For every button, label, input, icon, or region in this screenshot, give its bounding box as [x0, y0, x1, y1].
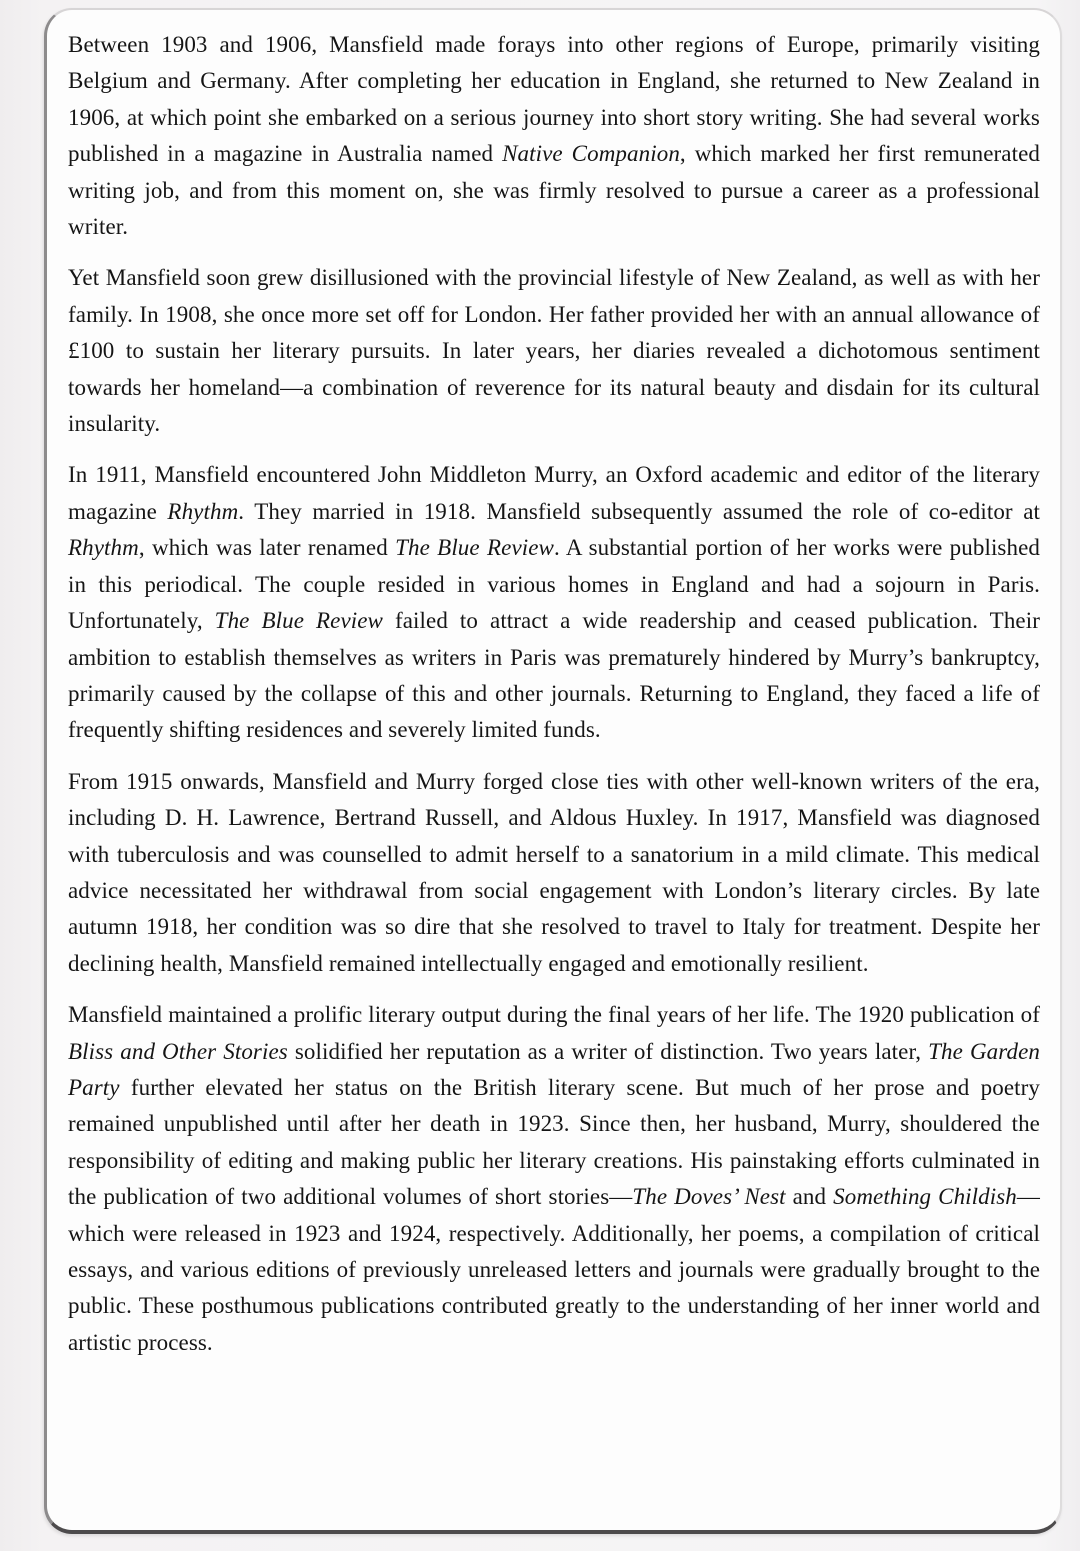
italic-text-run: The Garden Party: [68, 1038, 1040, 1100]
paragraph: [68, 260, 1040, 442]
italic-text-run: The Blue Review: [214, 608, 383, 634]
italic-text-run: Native Companion: [502, 141, 680, 167]
paragraph: [68, 457, 1040, 748]
document-page: [44, 8, 1062, 1534]
text-run: —which were released in 1923 and 1924, respectively. Additionally, her poems, a compilation of critical essays, and various editions of previously unreleased letters and journals were gradually brought to the public. These posthumous publications contributed greatly to the understanding of her inner world and artistic process.: [68, 1184, 1040, 1355]
text-run: Between 1903 and 1906, Mansfield made forays into other regions of Europe, primarily visiting Belgium and Germany. After completing her education in England, she returned to New Zealand in 1906, at which point she embarked on a serious journey into short story writing. She had several works published in a magazine in Australia named: [68, 32, 1040, 167]
text-run: , which marked her first remunerated writing job, and from this moment on, she was firmly resolved to pursue a career as a professional writer.: [68, 141, 1041, 240]
passage-text: [68, 27, 1040, 1361]
italic-text-run: The Blue Review: [395, 535, 554, 561]
text-run: In 1911, Mansfield encountered John Middleton Murry, an Oxford academic and editor of the literary magazine: [68, 462, 1040, 524]
text-run: . They married in 1918. Mansfield subsequently assumed the role of co-editor at: [238, 498, 1040, 524]
italic-text-run: Rhythm: [167, 498, 239, 524]
text-run: solidified her reputation as a writer of distinction. Two years later,: [287, 1038, 929, 1064]
italic-text-run: The Doves’ Nest: [632, 1184, 786, 1210]
text-run: Mansfield maintained a prolific literary output during the final years of her life. The 1920 publication of: [68, 1002, 1040, 1028]
italic-text-run: Rhythm: [68, 535, 139, 561]
italic-text-run: Bliss and Other Stories: [68, 1038, 288, 1064]
text-run: failed to attract a wide readership and ceased publication. Their ambition to establish themselves as writers in Paris was prematurely hindered by Murry’s bankruptcy, primarily caused by the collapse of this and other journals. Returning to England, they faced a life of frequently shifting residences and severely limited funds.: [68, 608, 1040, 743]
text-run: From 1915 onwards, Mansfield and Murry forged close ties with other well-known writers of the era, including D. H. Lawrence, Bertrand Russell, and Aldous Huxley. In 1917, Mansfield was diagnosed with tuberculosis and was counselled to admit herself to a sanatorium in a mild climate. This medical advice necessitated her withdrawal from social engagement with London’s literary circles. By late autumn 1918, her condition was so dire that she resolved to travel to Italy for treatment. Despite her declining health, Mansfield remained intellectually engaged and emotionally resilient.: [68, 768, 1040, 976]
text-run: Yet Mansfield soon grew disillusioned with the provincial lifestyle of New Zealand, as well as with her family. In 1908, she once more set off for London. Her father provided her with an annual allowance of £100 to sustain her literary pursuits. In later years, her diaries revealed a dichotomous sentiment towards her homeland—a combination of reverence for its natural beauty and disdain for its cultural insularity.: [68, 265, 1040, 437]
paragraph: [68, 764, 1040, 982]
text-run: further elevated her status on the British literary scene. But much of her prose and poetry remained unpublished until after her death in 1923. Since then, her husband, Murry, shouldered the responsibility of editing and making public her literary creations. His painstaking efforts culminated in the publication of two additional volumes of short stories—: [68, 1074, 1040, 1210]
italic-text-run: Something Childish: [833, 1184, 1017, 1210]
text-run: , which was later renamed: [138, 535, 396, 561]
text-run: and: [785, 1184, 834, 1210]
paragraph: [68, 997, 1040, 1361]
paragraph: [68, 27, 1040, 245]
text-run: . A substantial portion of her works were published in this periodical. The couple resided in various homes in England and had a sojourn in Paris. Unfortunately,: [68, 535, 1040, 634]
